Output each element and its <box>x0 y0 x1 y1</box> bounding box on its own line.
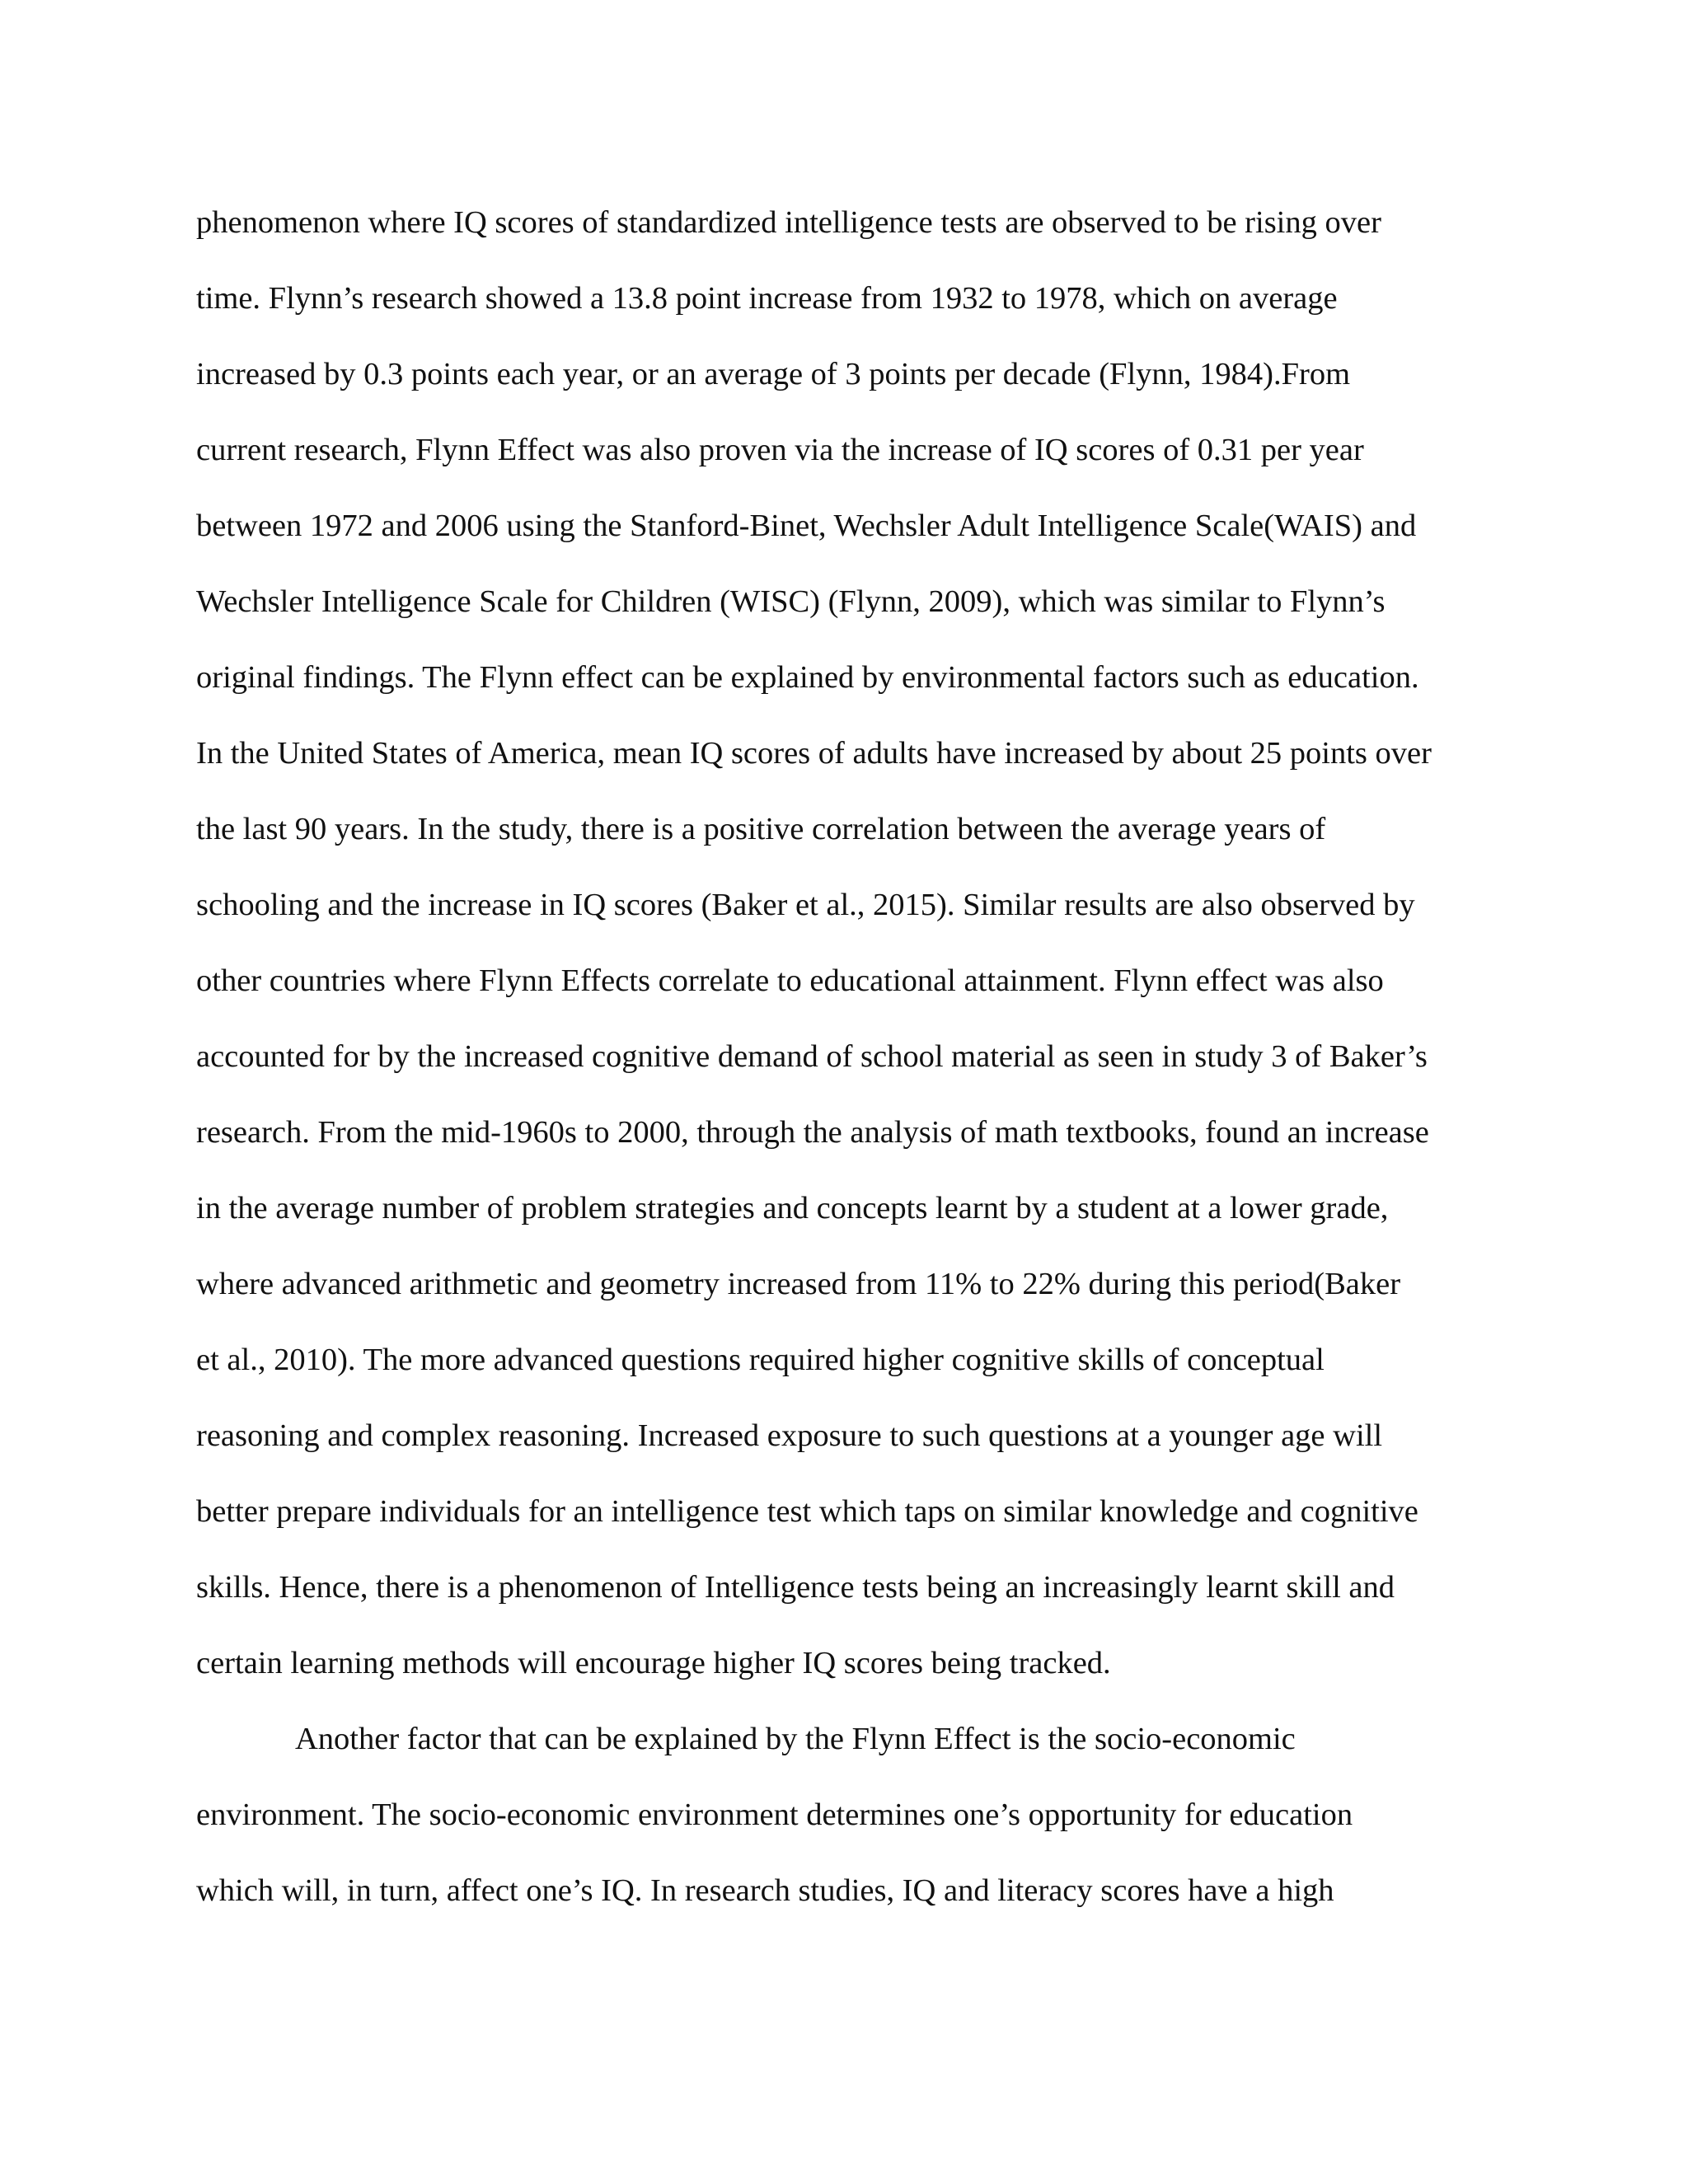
text-line: et al., 2010). The more advanced questions required higher cognitive skills of conceptual <box>196 1343 1325 1377</box>
text-line: where advanced arithmetic and geometry increased from 11% to 22% during this period(Baker <box>196 1267 1401 1301</box>
text-line: which will, in turn, affect one’s IQ. In research studies, IQ and literacy scores have a high <box>196 1873 1334 1908</box>
text-line: phenomenon where IQ scores of standardized intelligence tests are observed to be rising over <box>196 205 1381 240</box>
paragraph-first-line: Another factor that can be explained by the Flynn Effect is the socio-economic <box>295 1722 1296 1756</box>
text-line: schooling and the increase in IQ scores (Baker et al., 2015). Similar results are also observed by <box>196 888 1415 922</box>
text-line: accounted for by the increased cognitive demand of school material as seen in study 3 of Baker’s <box>196 1039 1428 1074</box>
text-line: Wechsler Intelligence Scale for Children (WISC) (Flynn, 2009), which was similar to Flynn’s <box>196 584 1386 619</box>
text-line: between 1972 and 2006 using the Stanford-Binet, Wechsler Adult Intelligence Scale(WAIS) and <box>196 509 1417 543</box>
text-line: reasoning and complex reasoning. Increased exposure to such questions at a younger age will <box>196 1418 1383 1453</box>
text-line: environment. The socio-economic environment determines one’s opportunity for education <box>196 1797 1353 1832</box>
text-line: increased by 0.3 points each year, or an average of 3 points per decade (Flynn, 1984).From <box>196 357 1351 391</box>
text-line: research. From the mid-1960s to 2000, through the analysis of math textbooks, found an increase <box>196 1115 1429 1150</box>
text-line: better prepare individuals for an intelligence test which taps on similar knowledge and cognitive <box>196 1494 1418 1529</box>
text-line: original findings. The Flynn effect can be explained by environmental factors such as education. <box>196 660 1419 695</box>
text-line: current research, Flynn Effect was also proven via the increase of IQ scores of 0.31 per year <box>196 433 1364 467</box>
text-line: in the average number of problem strategies and concepts learnt by a student at a lower grade, <box>196 1191 1389 1226</box>
text-line: certain learning methods will encourage higher IQ scores being tracked. <box>196 1646 1111 1680</box>
text-line: In the United States of America, mean IQ scores of adults have increased by about 25 points over <box>196 736 1432 771</box>
text-line: the last 90 years. In the study, there is a positive correlation between the average years of <box>196 812 1326 846</box>
text-line: other countries where Flynn Effects correlate to educational attainment. Flynn effect was also <box>196 963 1384 998</box>
text-line: skills. Hence, there is a phenomenon of Intelligence tests being an increasingly learnt skill and <box>196 1570 1395 1605</box>
text-line: time. Flynn’s research showed a 13.8 point increase from 1932 to 1978, which on average <box>196 281 1338 316</box>
body-text <box>196 185 1531 1929</box>
